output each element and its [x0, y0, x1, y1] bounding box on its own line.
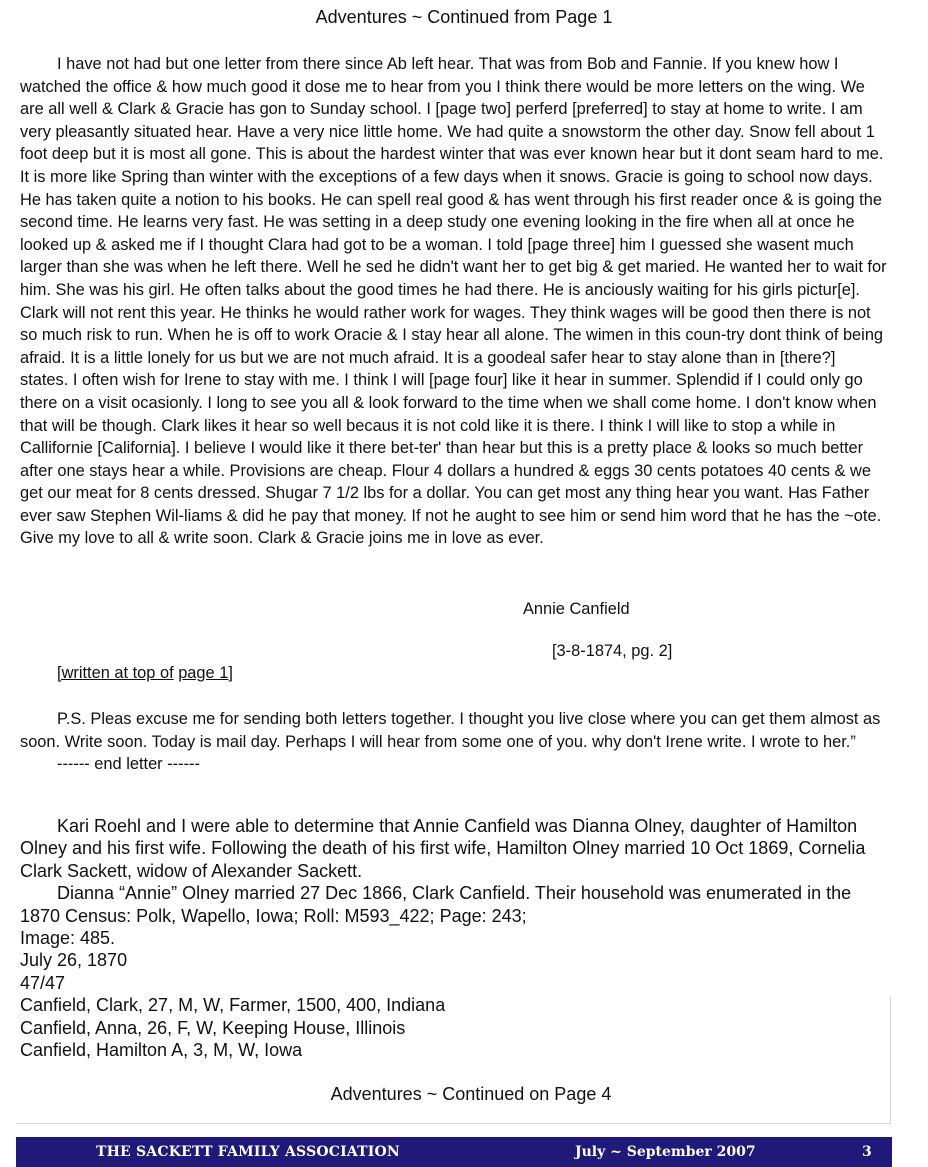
letter-body: I have not had but one letter from there since Ab left hear. That was from Bob and Fannie. If you knew how I watched the office & how much good it dose me to hear from you I think there would be more letters on the wing. We are all well & Clark & Gracie has gon to Sunday school. I [page two] perferd [preferred] to stay at home to write. I am very pleasantly situated hear. Have a very nice little home. We had quite a snowstorm the other day. Snow fell about 1 foot deep but it is most all gone. This is about the hardest winter that was ever known hear but it dont seam hard to me. It is more like Spring than winter with the exceptions of a few days when it snows. Gracie is going to school now days. He has taken quite a notion to his books. He can spell real good & has went through his first reader once & is going the second time. He learns very fast. He was setting in a deep study one evening looking in the fire when all at once he looked up & asked me if I thought Clara had got to be a woman. I told [page three] him I guessed she wasent much larger than she was when he left there. Well he sed he didn't want her to get big & get maried. He wanted her to wait for him. She was his girl. He often talks about the good times he had there. He is anciously waiting for his girls pictur[e]. Clark will not rent this year. He thinks he would rather work for wages. They think wages will be good then there is not so much risk to run. When he is off to work Oracie & I stay hear all alone. The wimen in this coun-try dont think of being afraid. It is a little lonely for us but we are not much afraid. It is a goodeal safer hear to stay alone than in [there?] states. I often wish for Irene to stay with me. I think I will [page four] like it hear in summer. Splendid if I could only go there on a visit ocasionly. I long to see you all & look forward to the time when we shall come home. I don't know when that will be though. Clark likes it hear so well becaus it is not cold like it is there. I think I will like to stop a while in Callifornie [California]. I believe I would like it there bet-ter' than hear but this is a pretty place & looks so much better after one stays hear a while. Provisions are cheap. Flour 4 dollars a hundred & eggs 30 cents potatoes 40 cents & we get our meat for 8 cents dressed. Shugar 7 1/2 lbs for a dollar. You can get most any thing hear you want. Has Father ever saw Stephen Wil-liams & did he pay that money. If not he aught to see him or send him word that he has the ~ote. Give my love to all & write soon. Clark & Gracie joins me in love as ever.: [20, 55, 887, 548]
letter-text: [20, 53, 888, 550]
census-row: Canfield, Anna, 26, F, W, Keeping House, Illinois: [20, 1017, 406, 1038]
continued-on-heading: Adventures ~ Continued on Page 4: [330, 1084, 612, 1104]
written-note: [57, 662, 233, 684]
end-letter-marker: ------ end letter ------: [57, 755, 200, 774]
note-written-text: written at top of: [61, 664, 174, 682]
letter-signature: Annie Canfield: [523, 600, 630, 618]
footer-issue-date: July ~ September 2007: [575, 1144, 756, 1160]
census-row: Canfield, Hamilton A, 3, M, W, Iowa: [20, 1040, 303, 1061]
article-para-1: Kari Roehl and I were able to determine that Annie Canfield was Dianna Olney, daughter of Hamilton Olney and his first wife. Following the death of his first wife, Hamilton Olney married 10 Oct 1869, Cornelia Clark Sackett, widow of Alexander Sackett.: [20, 816, 866, 881]
census-date: July 26, 1870: [20, 950, 128, 971]
footer-page-number: 3: [862, 1144, 872, 1160]
footer-bar: [16, 1137, 892, 1167]
article-para-2: Dianna “Annie” Olney married 27 Dec 1866, Clark Canfield. Their household was enumerated in the 1870 Census: Polk, Wapello, Iowa; Roll: M593_422; Page: 243;: [20, 883, 852, 926]
note-page-text: page 1: [178, 664, 229, 682]
census-row: Canfield, Clark, 27, M, W, Farmer, 1500, 400, Indiana: [20, 995, 446, 1016]
postscript: [20, 708, 888, 776]
continued-from-heading: Adventures ~ Continued from Page 1: [315, 7, 613, 27]
article-body: [20, 815, 888, 1061]
letter-citation: [3-8-1874, pg. 2]: [552, 642, 673, 660]
footer-association: THE SACKETT FAMILY ASSOCIATION: [96, 1144, 400, 1160]
census-image: Image: 485.: [20, 928, 116, 949]
census-dwelling: 47/47: [20, 972, 66, 993]
ps-text: P.S. Pleas excuse me for sending both letters together. I thought you live close where you can get them almost as soon. Write soon. Today is mail day. Perhaps I will hear from some one of you. why don't Irene write. I wrote to her.”: [20, 710, 881, 751]
column-divider: [890, 996, 891, 1124]
note-bracket-open: [: [57, 664, 62, 682]
note-bracket-close: ]: [228, 664, 233, 682]
page-divider: [16, 1123, 891, 1124]
